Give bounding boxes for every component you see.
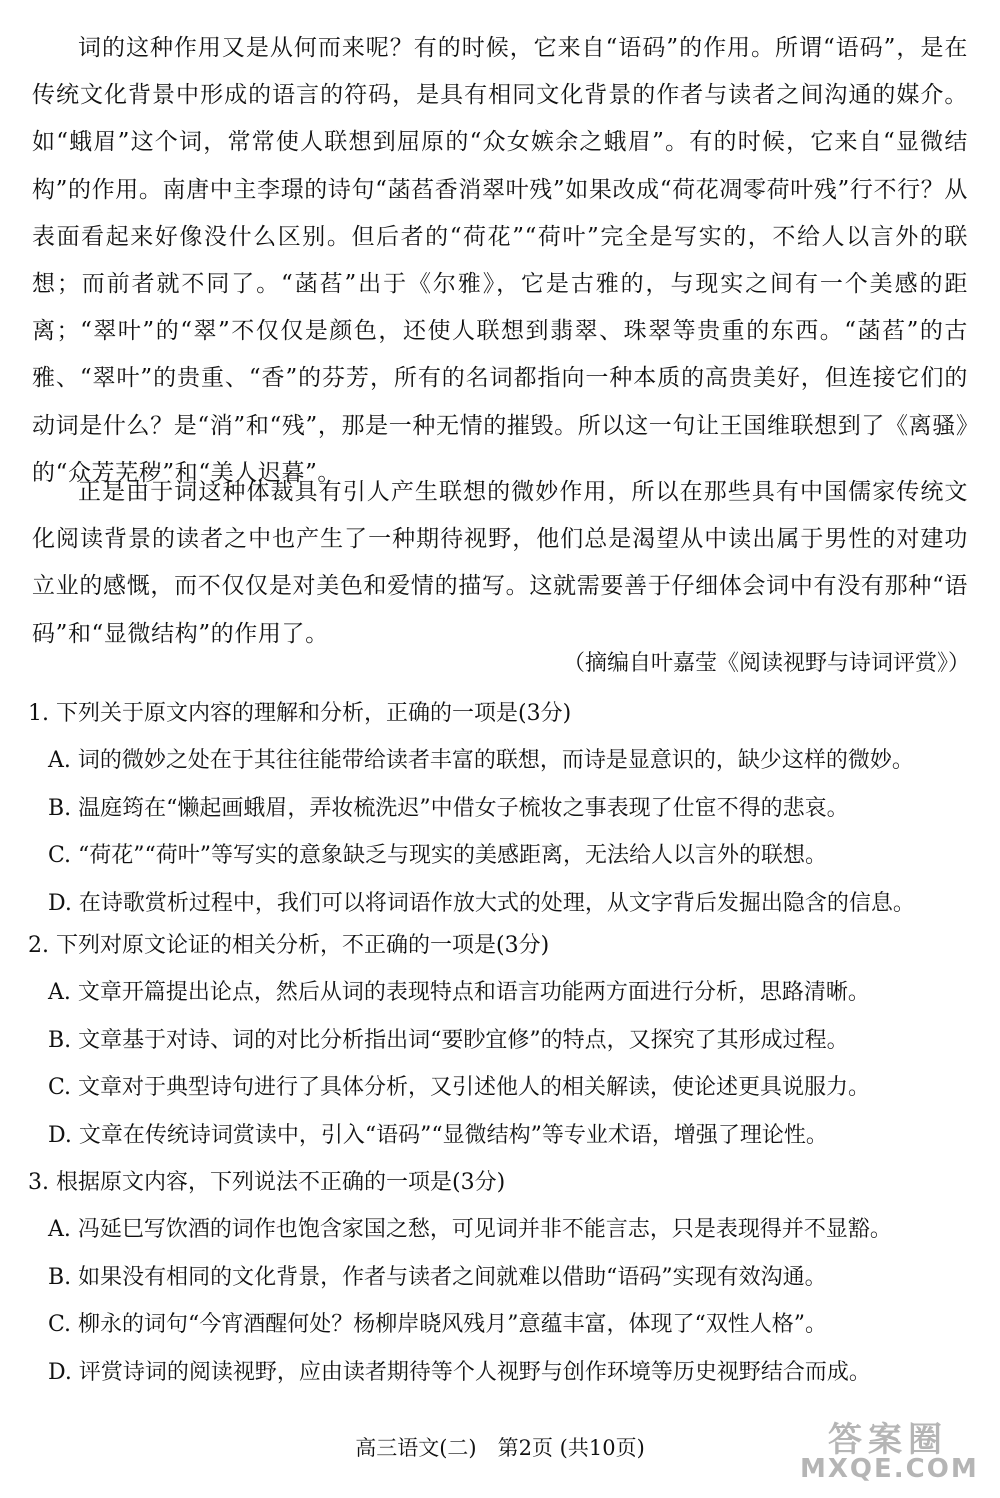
option-d: D. 评赏诗词的阅读视野，应由读者期待等个人视野与创作环境等历史视野结合而成。	[48, 1359, 871, 1385]
option-b: B. 如果没有相同的文化背景，作者与读者之间就难以借助“语码”实现有效沟通。	[48, 1264, 827, 1290]
passage-source: （摘编自叶嘉莹《阅读视野与诗词评赏》）	[562, 651, 970, 676]
page-footer: 高三语文(二) 第2页 (共10页)	[355, 1436, 645, 1460]
question-stem: 3. 根据原文内容，下列说法不正确的一项是(3分)	[28, 1170, 506, 1195]
option-b: B. 文章基于对诗、词的对比分析指出词“要眇宜修”的特点，又探究了其形成过程。	[48, 1027, 849, 1053]
question-stem: 2. 下列对原文论证的相关分析，不正确的一项是(3分)	[28, 933, 550, 958]
option-d: D. 文章在传统诗词赏读中，引入“语码”“显微结构”等专业术语，增强了理论性。	[48, 1122, 828, 1148]
question-2	[28, 922, 978, 1159]
watermark-domain: MXQE.COM	[800, 1454, 979, 1484]
passage-paragraph-1: 词的这种作用又是从何而来呢？有的时候，它来自“语码”的作用。所谓“语码”，是在传统文化背景中形成的语言的符码，是具有相同文化背景的作者与读者之间沟通的媒介。如“蛾眉”这个词，常常使人联想到屈原的“众女嫉余之蛾眉”。有的时候，它来自“显微结构”的作用。南唐中主李璟的诗句“菡萏香消翠叶残”如果改成“荷花凋零荷叶残”行不行？从表面看起来好像没什么区别。但后者的“荷花”“荷叶”完全是写实的，不给人以言外的联想；而前者就不同了。“菡萏”出于《尔雅》，它是古雅的，与现实之间有一个美感的距离；“翠叶”的“翠”不仅仅是颜色，还使人联想到翡翠、珠翠等贵重的东西。“菡萏”的古雅、“翠叶”的贵重、“香”的芬芳，所有的名词都指向一种本质的高贵美好，但连接它们的动词是什么？是“消”和“残”，那是一种无情的摧毁。所以这一句让王国维联想到了《离骚》的“众芳芜秽”和“美人迟暮”。	[32, 35, 968, 486]
option-c: C. 柳永的词句“今宵酒醒何处？杨柳岸晓风残月”意蕴丰富，体现了“双性人格”。	[48, 1312, 828, 1337]
passage-paragraph-2: 正是由于词这种体裁具有引人产生联想的微妙作用，所以在那些具有中国儒家传统文化阅读背景的读者之中也产生了一种期待视野，他们总是渴望从中读出属于男性的对建功立业的感慨，而不仅仅是对美色和爱情的描写。这就需要善于仔细体会词中有没有那种“语码”和“显微结构”的作用了。	[32, 479, 968, 647]
option-d: D. 在诗歌赏析过程中，我们可以将词语作放大式的处理，从文字背后发掘出隐含的信息。	[48, 890, 915, 916]
question-1	[28, 690, 978, 927]
watermark-chinese: 答案圈	[828, 1420, 948, 1460]
question-3	[28, 1159, 978, 1396]
option-c: C. 文章对于典型诗句进行了具体分析，又引述他人的相关解读，使论述更具说服力。	[48, 1075, 871, 1100]
option-a: A. 词的微妙之处在于其往往能带给读者丰富的联想，而诗是显意识的，缺少这样的微妙。	[48, 748, 914, 773]
question-stem: 1. 下列关于原文内容的理解和分析，正确的一项是(3分)	[28, 701, 572, 726]
option-a: A. 冯延巳写饮酒的词作也饱含家国之愁，可见词并非不能言志，只是表现得并不显豁。	[48, 1217, 892, 1242]
option-a: A. 文章开篇提出论点，然后从词的表现特点和语言功能两方面进行分析，思路清晰。	[48, 980, 870, 1005]
option-b: B. 温庭筠在“懒起画蛾眉，弄妆梳洗迟”中借女子梳妆之事表现了仕宦不得的悲哀。	[48, 795, 849, 821]
watermark-logo	[800, 1408, 979, 1490]
option-c: C. “荷花”“荷叶”等写实的意象缺乏与现实的美感距离，无法给人以言外的联想。	[48, 843, 828, 868]
